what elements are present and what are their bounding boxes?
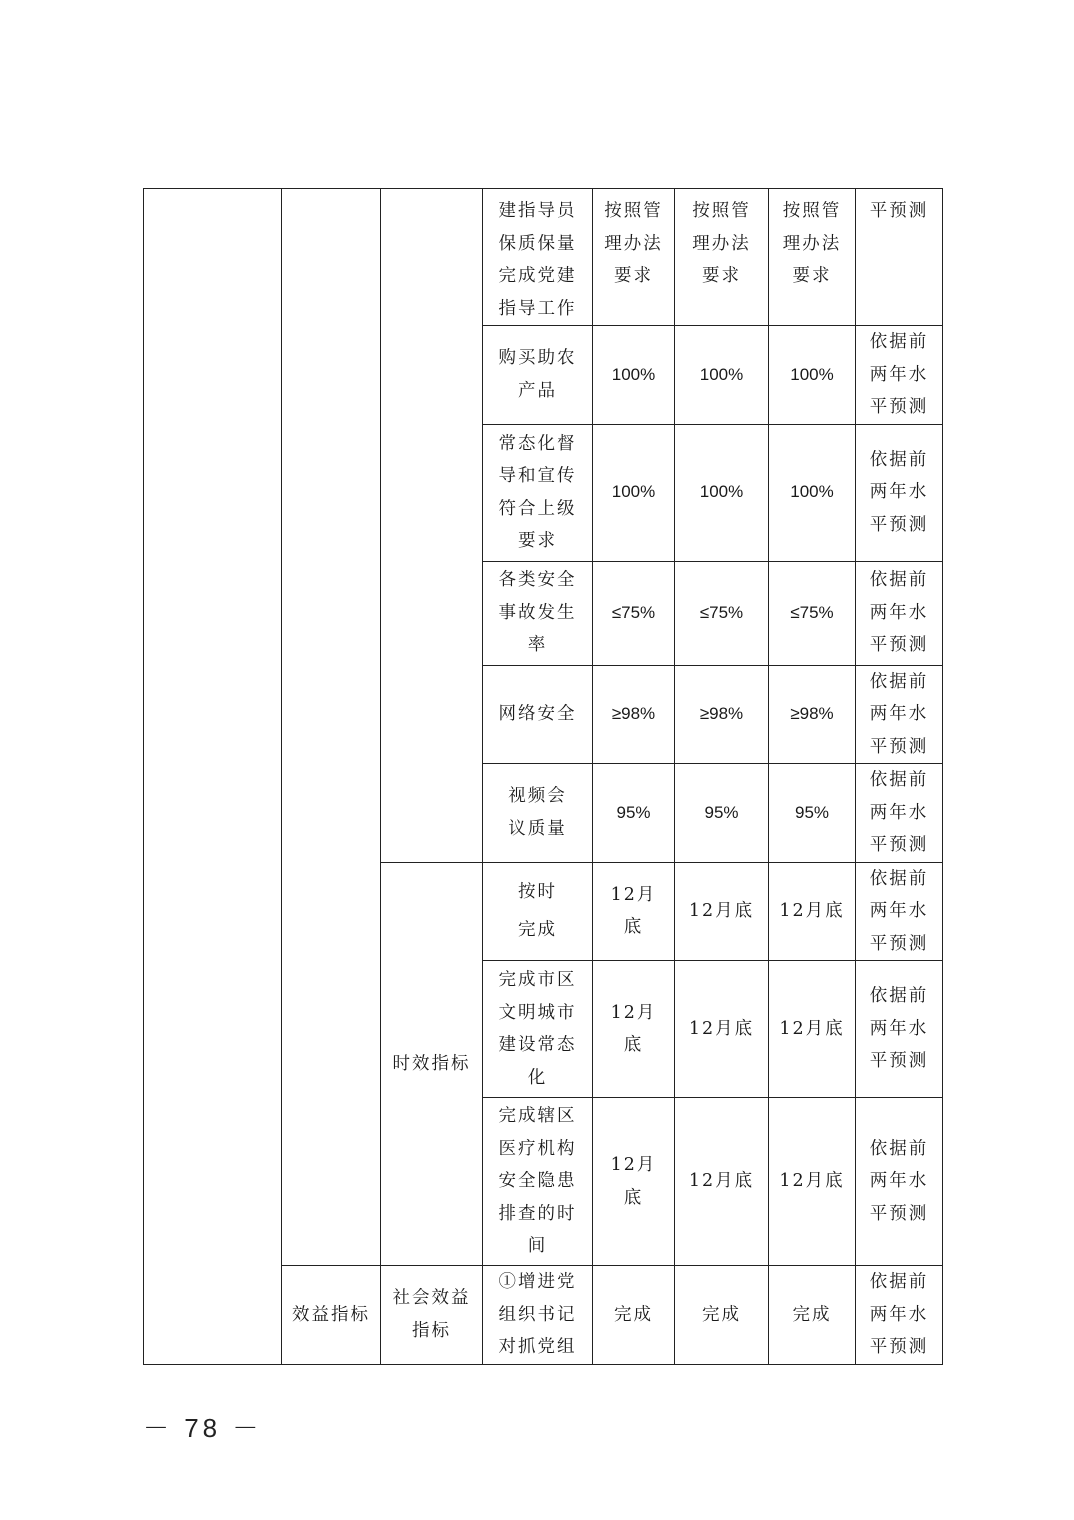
value-text: 按照管 理办法 要求 — [692, 201, 751, 286]
value-cell: ≤75% — [593, 561, 675, 665]
value-cell: 100% — [769, 326, 856, 425]
value-cell: 12月底 — [769, 862, 856, 961]
value-cell: 12月底 — [593, 1098, 675, 1266]
basis-text: 依据前 两年水 平预测 — [869, 671, 929, 757]
value-cell: 12月底 — [675, 862, 769, 961]
value-cell: 完成 — [593, 1266, 675, 1365]
level2-cell-empty — [282, 189, 381, 1266]
indicator-text: 网络安全 — [498, 704, 577, 724]
basis-text: 依据前 两年水 平预测 — [869, 868, 929, 954]
indicator-text: 完成辖区 医疗机构 安全隐患 排查的时 间 — [498, 1106, 577, 1257]
indicator-text: 购买助农 产品 — [498, 348, 577, 401]
value-cell: 12月底 — [769, 1098, 856, 1266]
basis-text: 依据前 两年水 平预测 — [869, 1272, 929, 1357]
benefit-label: 效益指标 — [292, 1304, 370, 1325]
basis-text: 依据前 两年水 平预测 — [869, 986, 929, 1072]
basis-cell — [856, 189, 943, 326]
indicator-cell — [483, 764, 593, 863]
value-cell: 100% — [593, 424, 675, 561]
indicator-text: ①增进党 组织书记 对抓党组 — [498, 1272, 577, 1357]
value-text: 按照管 理办法 要求 — [604, 201, 663, 286]
value-cell: ≤75% — [675, 561, 769, 665]
indicator-cell — [483, 424, 593, 561]
value-cell: 完成 — [769, 1266, 856, 1365]
indicator-cell — [483, 189, 593, 326]
value-cell: ≥98% — [769, 665, 856, 764]
value-cell — [769, 189, 856, 326]
indicator-text: 建指导员 保质保量 完成党建 指导工作 — [498, 201, 577, 319]
basis-cell — [856, 862, 943, 961]
value-cell: 100% — [769, 424, 856, 561]
value-cell: ≥98% — [675, 665, 769, 764]
value-cell: 100% — [593, 326, 675, 425]
indicator-cell — [483, 561, 593, 665]
indicator-cell — [483, 326, 593, 425]
value-text: 按照管 理办法 要求 — [782, 201, 842, 286]
value-cell — [593, 189, 675, 326]
value-cell: 100% — [675, 326, 769, 425]
basis-cell — [856, 665, 943, 764]
value-cell: 12月底 — [769, 961, 856, 1098]
basis-cell — [856, 764, 943, 863]
level1-cell-empty — [144, 189, 282, 1365]
indicator-cell — [483, 862, 593, 961]
value-cell: 95% — [769, 764, 856, 863]
value-cell: ≤75% — [769, 561, 856, 665]
indicator-cell — [483, 961, 593, 1098]
basis-text: 依据前 两年水 平预测 — [869, 770, 929, 855]
basis-text: 依据前 两年水 平预测 — [869, 570, 929, 656]
value-cell: 100% — [675, 424, 769, 561]
basis-text: 依据前 两年水 平预测 — [869, 332, 929, 417]
basis-cell — [856, 1098, 943, 1266]
value-cell: 12月底 — [675, 961, 769, 1098]
basis-cell — [856, 961, 943, 1098]
social-benefit-label: 社会效益 指标 — [392, 1288, 471, 1341]
timeliness-label: 时效指标 — [392, 1053, 471, 1074]
basis-cell — [856, 326, 943, 425]
basis-cell — [856, 424, 943, 561]
value-cell: 95% — [675, 764, 769, 863]
value-cell — [675, 189, 769, 326]
value-cell: 12月底 — [593, 862, 675, 961]
page-number: － 78 － — [143, 1413, 263, 1443]
basis-cell — [856, 1266, 943, 1365]
indicator-text: 各类安全 事故发生 率 — [498, 570, 577, 656]
basis-cell — [856, 561, 943, 665]
indicator-text: 视频会 议质量 — [508, 786, 567, 839]
value-cell: ≥98% — [593, 665, 675, 764]
indicator-text: 常态化督 导和宣传 符合上级 要求 — [498, 433, 577, 551]
value-cell: 12月底 — [675, 1098, 769, 1266]
indicator-cell — [483, 1098, 593, 1266]
indicator-text: 完成市区 文明城市 建设常态 化 — [498, 970, 577, 1088]
benefit-category-cell — [282, 1266, 381, 1365]
basis-text: 依据前 两年水 平预测 — [869, 1138, 929, 1224]
indicator-text: 按时 完成 — [518, 882, 557, 941]
level3-cell-empty — [381, 189, 483, 863]
value-cell: 12月底 — [593, 961, 675, 1098]
indicator-cell — [483, 665, 593, 764]
basis-text: 依据前 两年水 平预测 — [869, 449, 929, 535]
basis-text: 平预测 — [869, 201, 929, 221]
performance-indicator-table — [143, 188, 943, 1365]
value-cell: 完成 — [675, 1266, 769, 1365]
indicator-cell — [483, 1266, 593, 1365]
social-benefit-category-cell — [381, 1266, 483, 1365]
timeliness-category-cell — [381, 862, 483, 1266]
value-cell: 95% — [593, 764, 675, 863]
